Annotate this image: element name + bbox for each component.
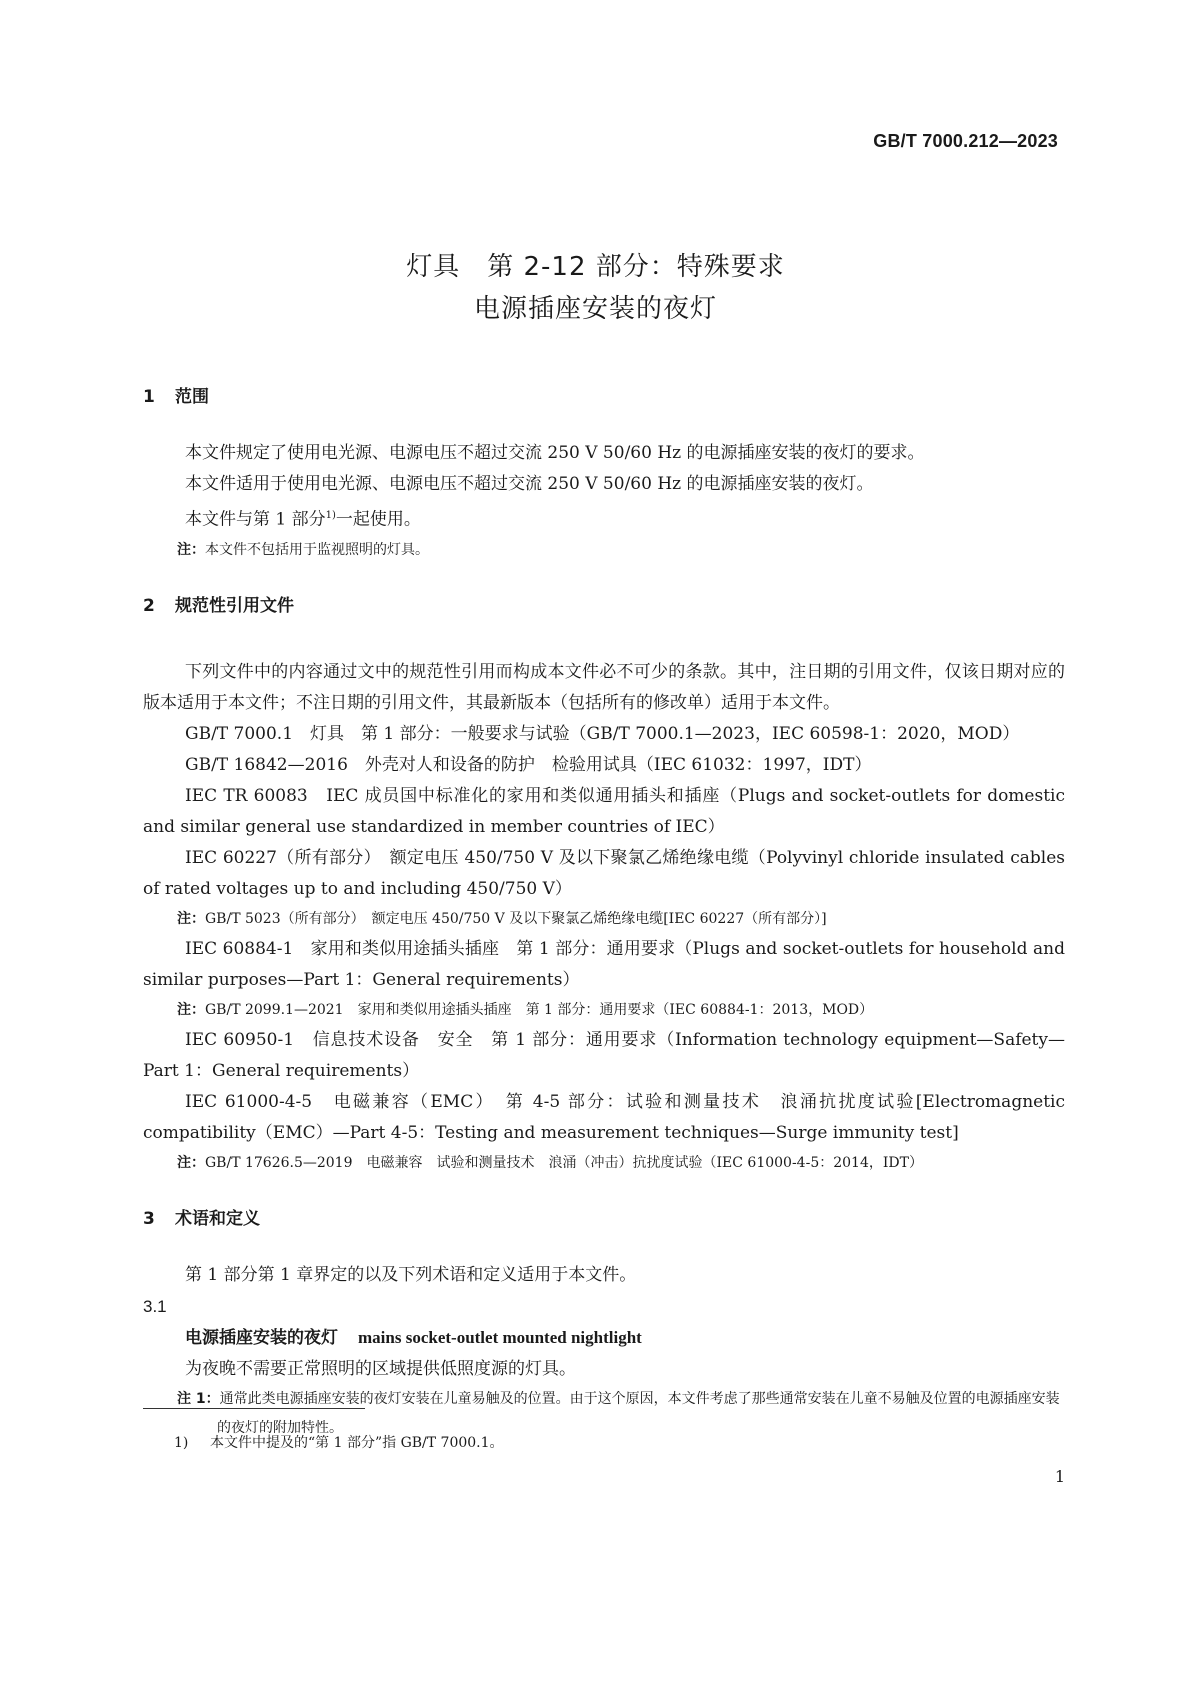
paragraph: 本文件适用于使用电光源、电源电压不超过交流 250 V 50/60 Hz 的电源插座安装的夜灯。 [185,474,874,494]
footnote-text: 本文件中提及的“第 1 部分”指 GB/T 7000.1。 [210,1435,504,1451]
reference-item: IEC 60227（所有部分） 额定电压 450/750 V 及以下聚氯乙烯绝缘电缆（Polyvinyl chloride insulated cables of rated voltages up to and including 450/750 V） [143,847,1065,899]
section-2-heading [143,589,1065,623]
document-title-line2: 电源插座安装的夜灯 [473,294,717,324]
reference-item: IEC 61000-4-5 电磁兼容（EMC） 第 4-5 部分：试验和测量技术 浪涌抗扰度试验[Electromagnetic compatibility（EMC）—Part 4-5：Testing and measurement techniques—Surge immunity test] [143,1091,1065,1143]
section-title: 范围 [175,387,209,407]
footnote [174,1432,504,1452]
paragraph: 第 1 部分第 1 章界定的以及下列术语和定义适用于本文件。 [185,1264,637,1285]
footnote-ref: 1) [325,510,336,521]
note: 注：本文件不包括用于监视照明的灯具。 [177,541,429,558]
paragraph: 本文件规定了使用电光源、电源电压不超过交流 250 V 50/60 Hz 的电源插座安装的夜灯的要求。 [185,443,925,463]
paragraph: 下列文件中的内容通过文中的规范性引用而构成本文件必不可少的条款。其中，注日期的引用文件，仅该日期对应的版本适用于本文件；不注日期的引用文件，其最新版本（包括所有的修改单）适用于本文件。 [143,661,1065,713]
section-3-heading [143,1202,1065,1236]
section-title: 术语和定义 [175,1208,260,1229]
term-entry [143,1322,1065,1354]
section-number: 3 [143,1208,155,1229]
footnote-mark: 1) [174,1435,189,1451]
document-title-line1: 灯具 第 2-12 部分：特殊要求 [406,252,785,282]
note: 注 1：通常此类电源插座安装的夜灯安装在儿童易触及的位置。由于这个原因，本文件考虑了那些通常安装在儿童不易触及位置的电源插座安装的夜灯的附加特性。 [177,1390,1060,1436]
section-title: 规范性引用文件 [175,595,294,616]
section-number: 1 [143,387,155,407]
note: 注：GB/T 2099.1—2021 家用和类似用途插头插座 第 1 部分：通用要求（IEC 60884-1：2013，MOD） [177,1001,874,1018]
section-1-heading [143,380,1065,414]
standard-code: GB/T 7000.212—2023 [873,131,1058,151]
section-number: 2 [143,595,155,616]
term-zh: 电源插座安装的夜灯 [185,1327,338,1348]
term-definition: 为夜晚不需要正常照明的区域提供低照度源的灯具。 [185,1358,576,1379]
note: 注：GB/T 17626.5—2019 电磁兼容 试验和测量技术 浪涌（冲击）抗扰度试验（IEC 61000-4-5：2014，IDT） [177,1154,923,1171]
reference-item: GB/T 7000.1 灯具 第 1 部分：一般要求与试验（GB/T 7000.1—2023，IEC 60598-1：2020，MOD） [185,723,1020,744]
reference-item: IEC 60884-1 家用和类似用途插头插座 第 1 部分：通用要求（Plugs and socket-outlets for household and similar purposes—Part 1：General requirements） [143,938,1065,990]
page-number: 1 [1054,1467,1065,1486]
document-body [143,380,1065,1443]
note: 注：GB/T 5023（所有部分） 额定电压 450/750 V 及以下聚氯乙烯绝缘电缆[IEC 60227（所有部分）] [177,910,827,927]
paragraph: 本文件与第 1 部分$^{1)}$一起使用。 [185,509,421,530]
reference-item: IEC TR 60083 IEC 成员国中标准化的家用和类似通用插头和插座（Plugs and socket-outlets for domestic and similar general use standardized in member countries of IEC） [143,785,1065,837]
reference-item: GB/T 16842—2016 外壳对人和设备的防护 检验用试具（IEC 61032：1997，IDT） [185,754,872,775]
term-en: mains socket-outlet mounted nightlight [358,1327,642,1347]
reference-item: IEC 60950-1 信息技术设备 安全 第 1 部分：通用要求（Information technology equipment—Safety—Part 1：General requirements） [143,1029,1065,1081]
term-number: 3.1 [143,1296,167,1316]
footnote-separator [143,1408,365,1409]
